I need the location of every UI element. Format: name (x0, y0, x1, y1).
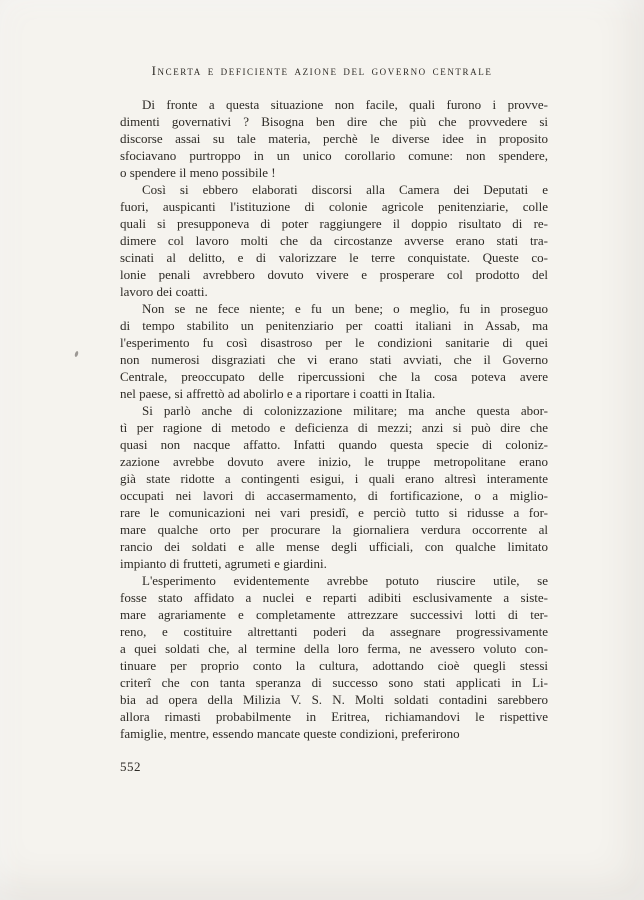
scan-artifact (74, 351, 79, 358)
text-line: allora rimasti probabilmente in Eritrea, richiamandovi le rispettive (120, 709, 548, 724)
text-line: rare le comunicazioni nei vari presidî, e perciò tutto si ridusse a for- (120, 505, 548, 520)
text-line: scinati al delitto, e di valorizzare le terre conquistate. Queste co- (120, 250, 548, 265)
text-line: tì per ragione di metodo e deficienza di mezzi; anzi si può dire che (120, 420, 548, 435)
text-line: già state ridotte a contingenti esigui, i quali erano altresì interamente (120, 471, 548, 486)
paragraph (120, 402, 548, 572)
text-line: mare agrariamente e completamente attrezzare successivi lotti di ter- (120, 607, 548, 622)
page-body (120, 96, 548, 742)
text-line: impianto di frutteti, agrumeti e giardini. (120, 556, 327, 571)
paragraph (120, 96, 548, 181)
text-line: Non se ne fece niente; e fu un bene; o meglio, fu in proseguo (142, 301, 548, 316)
paragraph (120, 181, 548, 300)
text-line: fosse stato affidato a nuclei e reparti adibiti esclusivamente a siste- (120, 590, 548, 605)
text-line: Si parlò anche di colonizzazione militare; ma anche questa abor- (142, 403, 548, 418)
text-line: zazione avrebbe dovuto avere inizio, le truppe metropolitane erano (120, 454, 548, 469)
text-line: Di fronte a questa situazione non facile, quali furono i provve- (142, 97, 548, 112)
text-line: Così si ebbero elaborati discorsi alla Camera dei Deputati e (142, 182, 548, 197)
paragraph (120, 300, 548, 402)
text-line: L'esperimento evidentemente avrebbe potuto riuscire utile, se (142, 573, 548, 588)
text-line: di tempo stabilito un penitenziario per coatti italiani in Assab, ma (120, 318, 548, 333)
text-line: l'esperimento fu così disastroso per le condizioni sanitarie di quei (120, 335, 548, 350)
text-line: bia ad opera della Milizia V. S. N. Molti soldati contadini sarebbero (120, 692, 548, 707)
text-line: quali si presupponeva di poter raggiungere il doppio risultato di re- (120, 216, 548, 231)
text-line: sfociavano purtroppo in un unico corollario comune: non spendere, (120, 148, 548, 163)
text-line: a quei soldati che, al termine della loro ferma, ne avessero voluto con- (120, 641, 548, 656)
text-line: discorse assai su tale materia, perchè le diverse idee in proposito (120, 131, 548, 146)
text-line: famiglie, mentre, essendo mancate queste condizioni, preferirono (120, 726, 460, 741)
text-line: Centrale, preoccupato delle ripercussioni che la cosa poteva avere (120, 369, 548, 384)
text-line: lonie penali avrebbero dovuto vivere e prosperare col prodotto del (120, 267, 548, 282)
text-line: tinuare per proprio conto la cultura, adottando cioè quegli stessi (120, 658, 548, 673)
text-line: rancio dei soldati e alle mense degli ufficiali, con qualche limitato (120, 539, 548, 554)
text-line: mare qualche orto per procurare la giornaliera verdura occorrente al (120, 522, 548, 537)
text-line: fuori, auspicanti l'istituzione di colonie agricole penitenziarie, colle (120, 199, 548, 214)
paragraph (120, 572, 548, 742)
text-line: occupati nei lavori di accasermamento, di fortificazione, o a miglio- (120, 488, 548, 503)
text-line: dimenti governativi ? Bisogna ben dire che più che provvedere si (120, 114, 548, 129)
text-line: quasi non nacque affatto. Infatti quando questa specie di coloniz- (120, 437, 548, 452)
page-number: 552 (120, 759, 141, 774)
running-head: Incerta e deficiente azione del governo centrale (151, 63, 493, 78)
text-line: o spendere il meno possibile ! (120, 165, 276, 180)
text-line: reno, e costituire altrettanti poderi da assegnare progressivamente (120, 624, 548, 639)
text-line: lavoro dei coatti. (120, 284, 208, 299)
text-line: dimere col lavoro molti che da circostanze avverse erano stati tra- (120, 233, 548, 248)
text-line: non numerosi disgraziati che vi erano stati avviati, che il Governo (120, 352, 548, 367)
text-line: criterî che con tanta speranza di successo sono stati applicati in Li- (120, 675, 548, 690)
text-line: nel paese, si affrettò ad abolirlo e a riportare i coatti in Italia. (120, 386, 436, 401)
